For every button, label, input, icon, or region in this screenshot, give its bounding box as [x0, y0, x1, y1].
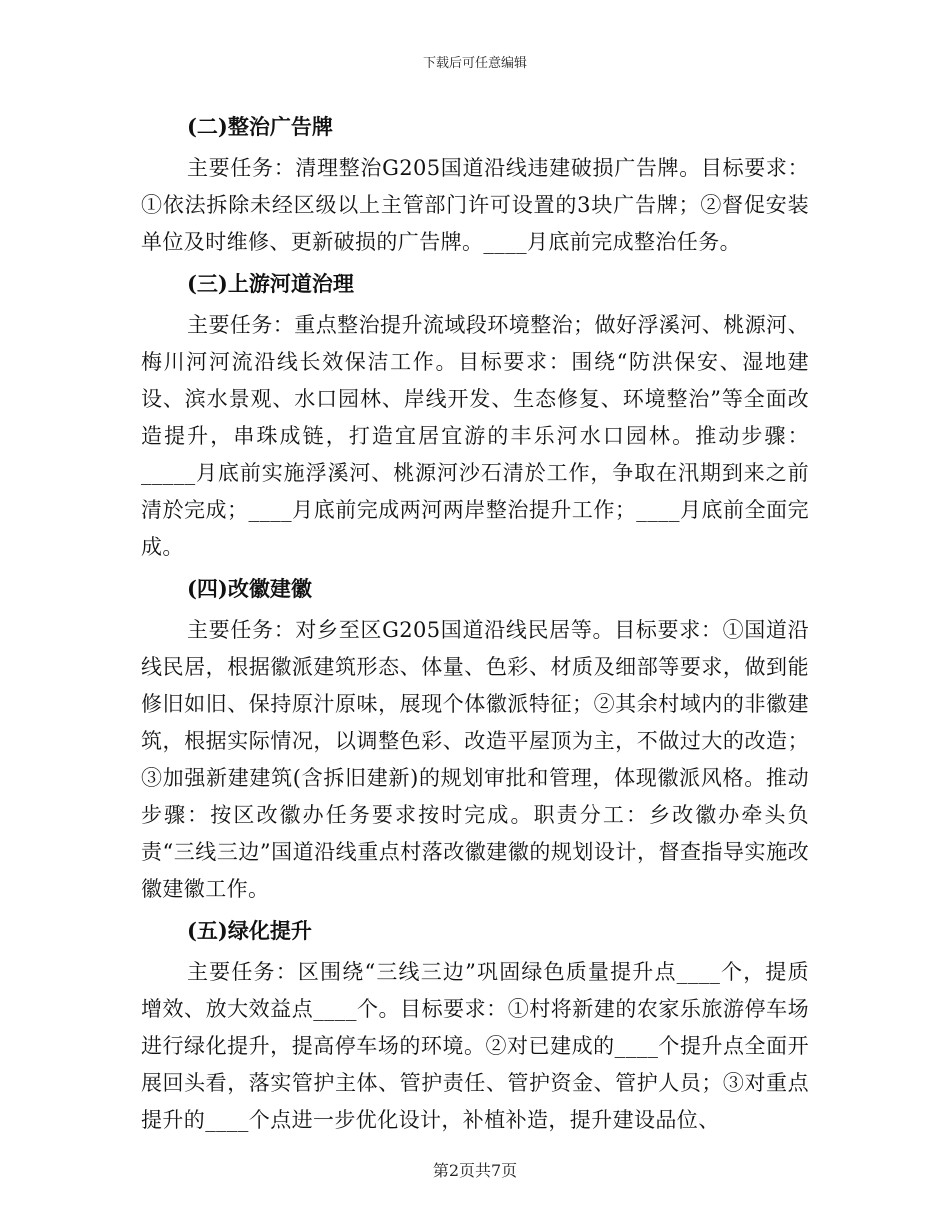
section-heading-5: (五)绿化提升 [187, 918, 312, 943]
document-body [141, 104, 809, 1139]
section-paragraph-5: 主要任务：区围绕“三线三边”巩固绿色质量提升点____个，提质增效、放大效益点____个。目标要求：①村将新建的农家乐旅游停车场进行绿化提升，提高停车场的环境。②对已建成的____个提升点全面开展回头看，落实管护主体、管护责任、管护资金、管护人员；③对重点提升的____个点进一步优化设计，补植补造，提升建设品位、 [141, 960, 809, 1132]
section-heading-4: (四)改徽建徽 [187, 576, 312, 601]
section-heading-2: (二)整治广告牌 [187, 114, 333, 139]
section-paragraph-4: 主要任务：对乡至区G205国道沿线民居等。目标要求：①国道沿线民居，根据徽派建筑形态、体量、色彩、材质及细部等要求，做到能修旧如旧、保持原汁原味，展现个体徽派特征；②其余村域内的非徽建筑，根据实际情况，以调整色彩、改造平屋顶为主，不做过大的改造；③加强新建建筑(含拆旧建新)的规划审批和管理，体现徽派风格。推动步骤：按区改徽办任务要求按时完成。职责分工：乡改徽办牵头负责“三线三边”国道沿线重点村落改徽建徽的规划设计，督查指导实施改徽建徽工作。 [141, 618, 809, 901]
section-paragraph-3: 主要任务：重点整治提升流域段环境整治；做好浮溪河、桃源河、梅川河河流沿线长效保洁工作。目标要求：围绕“防洪保安、湿地建设、滨水景观、水口园林、岸线开发、生态修复、环境整治”等全面改造提升，串珠成链，打造宜居宜游的丰乐河水口园林。推动步骤：_____月底前实施浮溪河、桃源河沙石清於工作，争取在汛期到来之前清於完成；____月底前完成两河两岸整治提升工作；____月底前全面完成。 [141, 313, 809, 559]
page-number: 第2页共7页 [432, 1161, 518, 1180]
page-header-note: 下载后可任意编辑 [422, 56, 527, 71]
section-paragraph-2: 主要任务：清理整治G205国道沿线违建破损广告牌。目标要求：①依法拆除未经区级以上主管部门许可设置的3块广告牌；②督促安装单位及时维修、更新破损的广告牌。____月底前完成整治任务。 [141, 156, 809, 254]
section-heading-3: (三)上游河道治理 [187, 271, 354, 296]
